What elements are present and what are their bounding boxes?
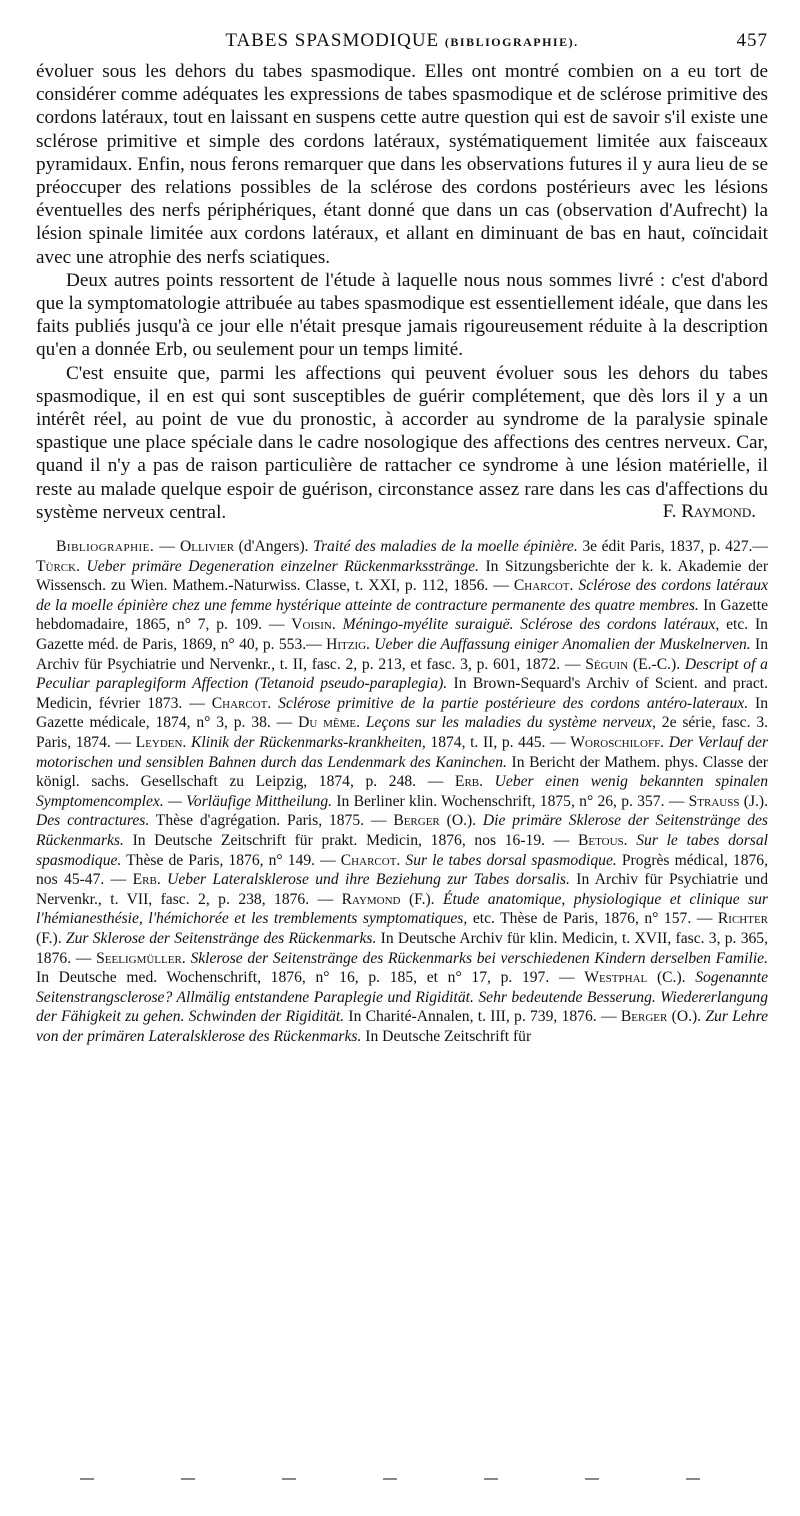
- bottom-mark: [383, 1478, 397, 1480]
- bottom-mark: [585, 1478, 599, 1480]
- entry-publication: In Deutsche Archiv für klin. Medicin, t. XVII, fasc. 3, p. 365, 1876. —: [36, 929, 769, 967]
- entry-author: Charcot.: [340, 851, 401, 869]
- entry-title: Ueber Lateralsklerose und ihre Beziehung zur Tabes dorsalis.: [167, 871, 570, 889]
- entry-publication: In Deutsche Zeitschrift für: [365, 1027, 532, 1045]
- entry-title: Der Verlauf der motorischen und sensiblen Bahnen durch das Lendenmark des Kaninchen.: [36, 734, 769, 771]
- entry-author: Du même.: [298, 714, 360, 732]
- entry-publication: In Deutsche med. Wochenschrift, 1876, n° 16, p. 185, et n° 17, p. 197. —: [36, 969, 575, 987]
- bibliography-section: [36, 537, 768, 1046]
- entry-author: Charcot.: [211, 694, 272, 712]
- entry-title: Ueber die Auffassung einiger Anomalien der Muskelnerven.: [374, 636, 751, 654]
- bibliography-heading: Bibliographie. —: [56, 538, 176, 556]
- entry-author: Betous.: [578, 831, 628, 849]
- bibliography-entry: [136, 734, 566, 751]
- running-header: [36, 30, 768, 60]
- entry-publication: 2e série, fasc. 3. Paris, 1874. —: [36, 714, 769, 751]
- body-text: [36, 60, 768, 523]
- entry-title: Sur le tabes dorsal spasmodique.: [405, 851, 617, 869]
- entry-title: Descript of a Peculiar paraplegiform Affection (Tetanoid pseudo-paraplegia).: [36, 655, 768, 693]
- entry-author-detail: (d'Angers).: [238, 538, 309, 556]
- entry-author: Türck.: [36, 557, 80, 575]
- entry-publication: 1874, t. II, p. 445. —: [430, 734, 566, 751]
- entry-author-detail: (E.-C.).: [632, 655, 681, 673]
- entry-title: Die primäre Sklerose der Seitenstränge des Rückenmarks.: [36, 812, 768, 849]
- entry-author: Erb.: [132, 871, 161, 889]
- entry-publication: In Deutsche Zeitschrift für prakt. Medicin, 1876, nos 16-19. —: [132, 831, 570, 849]
- bibliography-entry: [180, 538, 768, 555]
- entry-publication: In Gazette hebdomadaire, 1865, n° 7, p. 109. —: [36, 596, 769, 634]
- entry-title: Traité des maladies de la moelle épinière.: [313, 538, 578, 556]
- bottom-mark: [686, 1478, 700, 1480]
- entry-publication: In Sitzungsberichte der k. k. Akademie der Wissensch. zu Wien. Mathem.-Naturwiss. Classe, t. XXI, p. 112, 1856. —: [36, 557, 769, 595]
- entry-title: Des contractures.: [36, 812, 150, 830]
- entry-author: Voisin.: [291, 616, 336, 634]
- entry-author: Strauss: [688, 792, 740, 810]
- entry-publication: In Brown-Sequard's Archiv of Scient. and pract. Medicin, février 1873. —: [36, 675, 768, 712]
- entry-title: Sur le tabes dorsal spasmodique.: [36, 831, 768, 869]
- paragraph-continuation: évoluer sous les dehors du tabes spasmodique. Elles ont montré combien on a eu tort de considérer comme adéquates les expressions de tabes spasmodique et de sclérose primitive des cordons latéraux, tout en laissant en suspens cette autre question qui est de savoir s'il existe une sclérose primitive et simple des cordons latéraux, systématiquement limitée aux faisceaux pyramidaux. Enfin, nous ferons remarquer que dans les observations futures il y aura lieu de se préoccuper des relations possibles de la sclérose des cordons postérieurs avec les lésions éventuelles des nerfs périphériques, étant donné que dans un cas (observation d'Aufrecht) la lésion spinale limitée aux cordons latéraux, et allant en diminuant de bas en haut, coïncidait avec une atrophie des nerfs sciatiques.: [36, 61, 768, 268]
- entry-author: Seeligmüller.: [96, 949, 186, 967]
- entry-title: Sklerose der Seitenstränge des Rückenmarks bei verschiedenen Kindern derselben Familie.: [190, 949, 769, 967]
- author-signature: F. Raymond.: [662, 501, 756, 523]
- entry-publication: 3e édit Paris, 1837, p. 427.—: [582, 538, 769, 556]
- entry-author: Richter: [717, 910, 768, 928]
- entry-author-detail: (O.).: [446, 812, 477, 830]
- entry-title: Sclérose primitive de la partie postérieure des cordons antéro-lateraux.: [278, 694, 749, 712]
- entry-title: Méningo-myélite suraiguë. Sclérose des cordons latéraux,: [342, 616, 720, 634]
- entry-publication: In Charité-Annalen, t. III, p. 739, 1876. —: [348, 1008, 617, 1026]
- entry-publication: etc. Thèse de Paris, 1876, n° 157. —: [472, 910, 713, 928]
- entry-title: Ueber einen wenig bekannten spinalen Symptomencomplex. — Vorläufige Mittheilung.: [36, 773, 769, 810]
- bottom-mark: [181, 1478, 195, 1480]
- entry-title: Sclérose des cordons latéraux de la moelle épinière chez une femme hystérique atteinte de contracture permanente des quatre membres.: [36, 577, 768, 614]
- entry-author: Erb.: [454, 773, 484, 791]
- entry-author: Leyden.: [135, 734, 187, 751]
- entry-title: Sogenannte Seitenstrangsclerose? Allmälig entstandene Paraplegie und Rigidität. Sehr bedeutende Besserung. Wiedererlangung der Fähigkeit zu gehen. Schwinden der Rigidität.: [36, 969, 769, 1026]
- entry-publication: Thèse de Paris, 1876, n° 149. —: [126, 851, 336, 869]
- entry-author: Séguin: [585, 655, 629, 673]
- entry-publication: In Archiv für Psychiatrie und Nervenkr., t. II, fasc. 2, p. 213, et fasc. 3, p. 601, 1872. —: [36, 636, 769, 673]
- entry-author: Westphal: [584, 969, 648, 987]
- book-page: [36, 30, 768, 1047]
- entry-author-detail: (F.).: [36, 929, 62, 947]
- entry-publication: In Berliner klin. Wochenschrift, 1875, n° 26, p. 357. —: [336, 792, 685, 810]
- entry-author: Raymond: [341, 890, 401, 908]
- paragraph-ensuite: C'est ensuite que, parmi les affections qui peuvent évoluer sous les dehors du tabes spasmodique, il en est qui sont susceptibles de guérir complétement, que dès lors il y a un intérêt réel, au point de vue du pronostic, à accorder au syndrome de la paralysie spinale spastique une place spéciale dans le cadre nosologique des affections des centres nerveux. Car, quand il n'y a pas de raison particulière de rattacher ce syndrome à une lésion matérielle, il reste au malade quelque espoir de guérison, circonstance assez rare dans les cas d'affections du système nerveux central.: [36, 362, 768, 523]
- entry-author-detail: (O.).: [671, 1008, 702, 1026]
- entry-title: Klinik der Rückenmarks-krankheiten,: [190, 734, 426, 751]
- entry-publication: Progrès médical, 1876, nos 45-47. —: [36, 851, 769, 889]
- entry-title: Zur Sklerose der Seitenstränge des Rückenmarks.: [65, 929, 377, 947]
- entry-author: Berger: [620, 1008, 668, 1026]
- page-bottom-marks: [80, 1478, 700, 1484]
- entry-author: Hitzig.: [326, 636, 370, 654]
- entry-title: Ueber primäre Degeneration einzelner Rückenmarksstränge.: [86, 557, 479, 575]
- entry-author: Woroschiloff.: [570, 734, 665, 751]
- bottom-mark: [484, 1478, 498, 1480]
- entry-author-detail: (J.).: [743, 792, 769, 810]
- entry-title: Leçons sur les maladies du système nerveux,: [365, 714, 656, 732]
- entry-author-detail: (F.).: [408, 890, 435, 908]
- entry-publication: etc. In Gazette méd. de Paris, 1869, n° 40, p. 553.—: [36, 616, 768, 654]
- entry-author: Ollivier: [180, 538, 235, 556]
- header-title: [36, 30, 768, 52]
- page-number: 457: [736, 30, 768, 51]
- entry-author: Charcot.: [513, 577, 574, 595]
- header-title-section: (BIBLIOGRAPHIE).: [444, 35, 579, 49]
- entry-publication: In Archiv für Psychiatrie und Nervenkr., t. VII, fasc. 2, p. 238, 1876. —: [36, 871, 768, 908]
- entry-publication: In Gazette médicale, 1874, n° 3, p. 38. —: [36, 694, 769, 732]
- entry-author: Berger: [393, 812, 440, 830]
- bottom-mark: [80, 1478, 94, 1480]
- entry-publication: In Bericht der Mathem. phys. Classe der königl. sachs. Gesellschaft zu Leipzig, 1874, p. 248. —: [36, 753, 768, 791]
- entry-title: Étude anatomique, physiologique et clinique sur l'hémianesthésie, l'hémichorée et les tremblements symptomatiques,: [36, 890, 768, 928]
- entry-publication: Thèse d'agrégation. Paris, 1875. —: [155, 812, 387, 830]
- bottom-mark: [282, 1478, 296, 1480]
- paragraph-deux-autres-points: Deux autres points ressortent de l'étude à laquelle nous nous sommes livré : c'est d'abord que la symptomatologie attribuée au tabes spasmodique est essentiellement idéale, que dans les faits publiés jusqu'à ce jour elle n'était presque jamais rigoureusement réduite à la description qu'en a donnée Erb, ou seulement pour un temps limité.: [36, 269, 768, 361]
- entry-author-detail: (C.).: [656, 969, 686, 987]
- header-title-main: TABES SPASMODIQUE: [225, 30, 440, 51]
- entry-title: Zur Lehre von der primären Lateralsklerose des Rückenmarks.: [36, 1008, 768, 1045]
